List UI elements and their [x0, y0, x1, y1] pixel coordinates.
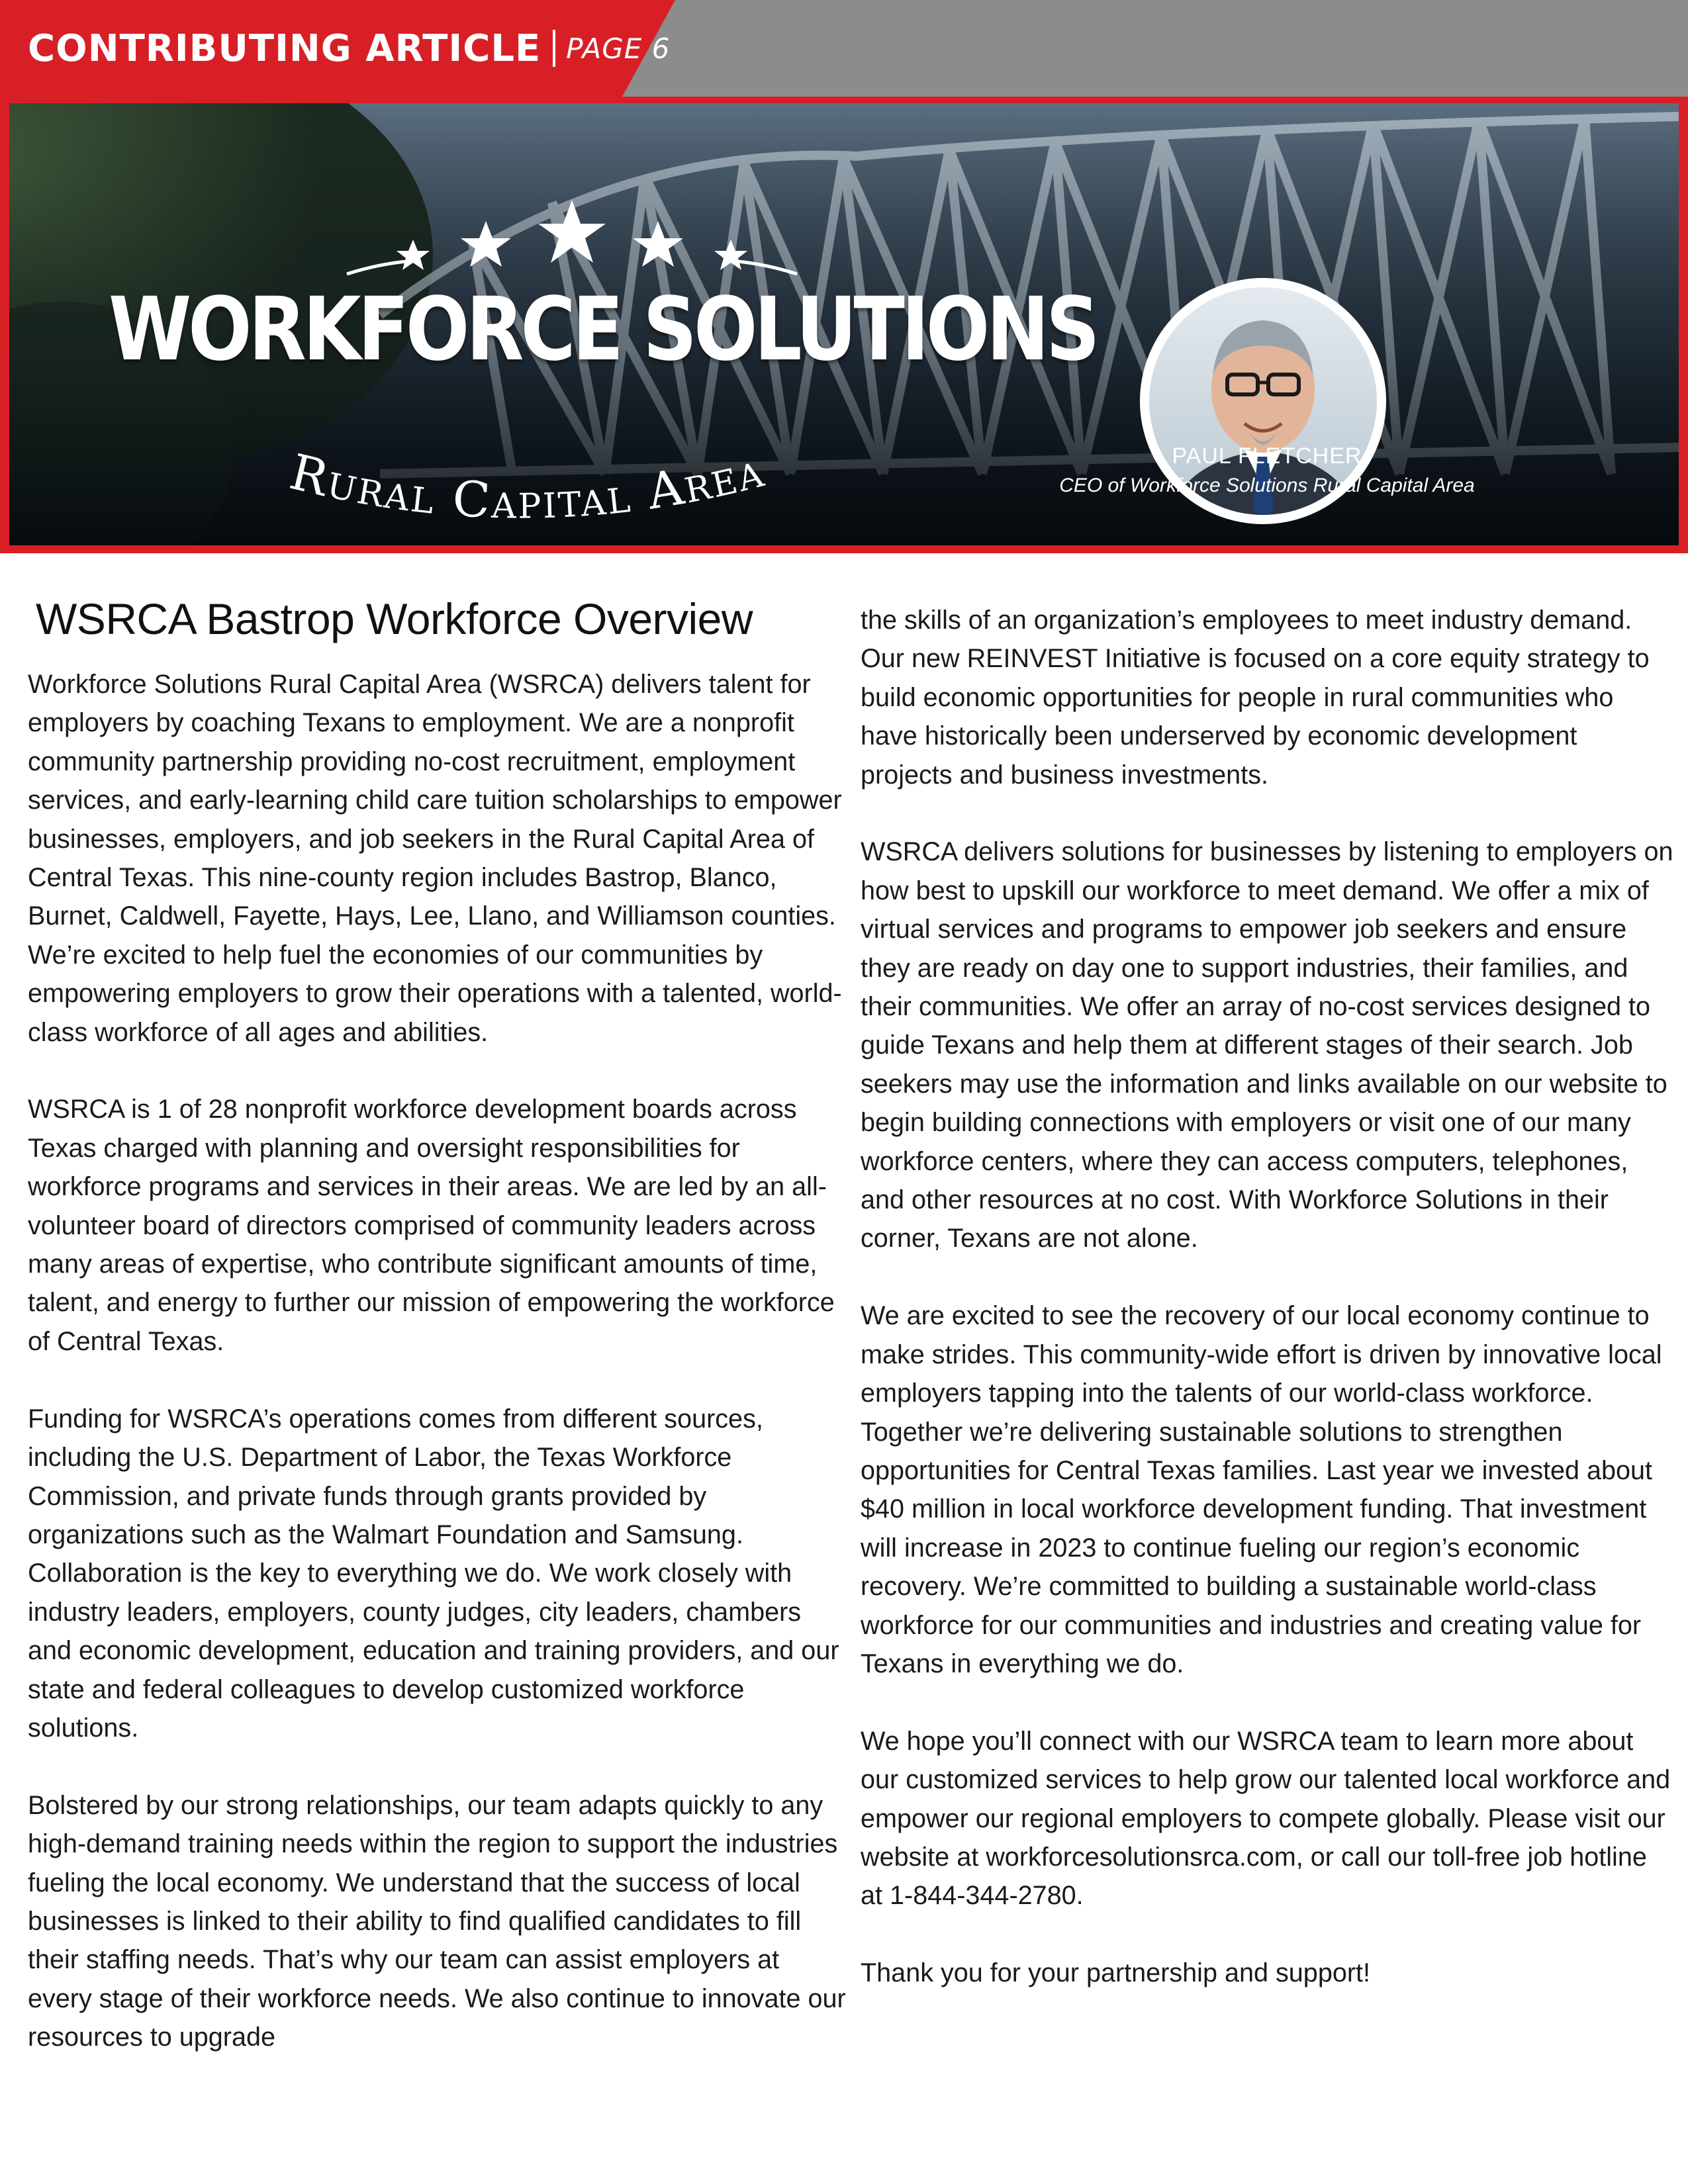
author-caption — [1002, 443, 1532, 497]
star-icon — [397, 240, 430, 270]
author-name: PAUL FLETCHER — [1172, 443, 1362, 469]
page-header — [0, 0, 1688, 97]
grey-header-band — [622, 0, 1688, 97]
star-icon — [538, 200, 606, 263]
article-paragraph: WSRCA is 1 of 28 nonprofit workforce development boards across Texas charged with planning and oversight responsibilities for workforce programs and services in their areas. We are led by an all-volunteer board of directors comprised of community leaders across many areas of expertise, who contribute significant amounts of time, talent, and energy to further our mission of empowering the workforce of Central Texas. — [28, 1095, 835, 1356]
stars-ornament — [340, 197, 804, 283]
hero-banner — [0, 97, 1688, 553]
article-paragraph: Workforce Solutions Rural Capital Area (WSRCA) delivers talent for employers by coaching Texans to employment. We are a nonprofit community partnership providing no-cost recruitment, employment services, and early-learning child care tuition scholarships to empower businesses, employers, and job seekers in the Rural Capital Area of Central Texas. This nine-county region includes Bastrop, Blanco, Burnet, Caldwell, Fayette, Hays, Lee, Llano, and Williamson counties. We’re excited to help fuel the economies of our communities by empowering employers to grow their operations with a talented, world-class workforce of all ages and abilities. — [28, 670, 842, 1047]
star-icon — [633, 221, 683, 267]
star-icon — [461, 221, 511, 267]
star-icon — [714, 240, 747, 270]
logo-subtitle — [274, 447, 870, 545]
left-swoosh — [347, 261, 413, 274]
article-headline: WSRCA Bastrop Workforce Overview — [36, 594, 753, 643]
page-number: PAGE 6 — [566, 32, 671, 65]
article-paragraph: We hope you’ll connect with our WSRCA team to learn more about our customized services to help grow our talented local workforce and empower our regional employers to compete globally. Please visit our website at workforcesolutionsrca.com, or call our toll-free job hotline at 1-844-344-2780. — [861, 1726, 1671, 1911]
article-paragraph: Bolstered by our strong relationships, our team adapts quickly to any high-demand training needs within the region to support the industries fueling the local economy. We understand that the success of local businesses is linked to their ability to find qualified candidates to fill their staffing needs. That’s why our team can assist employers at every stage of their workforce needs. We also continue to innovate our resources to upgrade — [28, 1790, 846, 2052]
article-paragraph: WSRCA delivers solutions for businesses by listening to employers on how best to upskill our workforce to meet demand. We offer a mix of virtual services and programs to empower job seekers and ensure they are ready on day one to support industries, their families, and their communities. We offer an array of no-cost services designed to guide Texans and help them at different stages of their search. Job seekers may use the information and links available on our website to begin building connections with employers or visit one of our many workforce centers, where they can access computers, telephones, and other resources at no cost. With Workforce Solutions in their corner, Texans are not alone. — [861, 837, 1673, 1253]
article-column-left — [28, 592, 849, 2057]
article-column-right — [861, 601, 1675, 1993]
right-swoosh — [731, 261, 797, 274]
author-title: CEO of Workforce Solutions Rural Capital Area — [1059, 475, 1475, 496]
article-paragraph: the skills of an organization’s employees to meet industry demand. Our new REINVEST Initiative is focused on a core equity strategy to build economic opportunities for people in rural communities who have historically been underserved by economic development projects and business investments. — [861, 606, 1650, 790]
logo-subtitle-text: Rural Capital Area — [284, 447, 771, 530]
header-divider — [553, 30, 555, 67]
section-kicker: CONTRIBUTING ARTICLE — [28, 26, 541, 70]
header-label — [28, 0, 670, 97]
logo-title: WORKFORCE SOLUTIONS — [109, 279, 1097, 381]
svg-text:Rural Capital Area — [285, 447, 771, 530]
article-paragraph: We are excited to see the recovery of our local economy continue to make strides. This community-wide effort is driven by innovative local employers tapping into the talents of our world-class workforce. Together we’re delivering sustainable solutions to strengthen opportunities for Central Texas families. Last year we invested about $40 million in local workforce development funding. That investment will increase in 2023 to continue fueling our region’s economic recovery. We’re committed to building a sustainable world-class workforce for our communities and industries and creating value for Texans in everything we do. — [861, 1301, 1662, 1678]
article-paragraph: Thank you for your partnership and support! — [861, 1958, 1371, 1988]
article-paragraph: Funding for WSRCA’s operations comes from different sources, including the U.S. Department of Labor, the Texas Workforce Commission, and private funds through grants provided by organizations such as the Walmart Foundation and Samsung. Collaboration is the key to everything we do. We work closely with industry leaders, employers, county judges, city leaders, chambers and economic development, education and training providers, and our state and federal colleagues to develop customized workforce solutions. — [28, 1404, 839, 1743]
hero-banner-image — [9, 103, 1679, 545]
